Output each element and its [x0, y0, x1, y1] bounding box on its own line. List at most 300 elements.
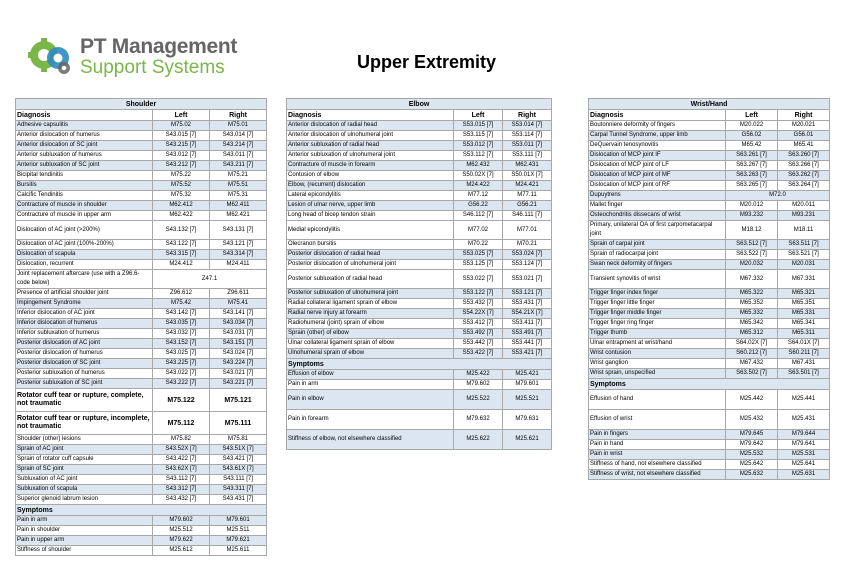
diagnosis-cell: Dislocation, recurrent: [16, 260, 153, 270]
table-row: [287, 329, 552, 339]
diagnosis-cell: Mallet finger: [589, 201, 726, 211]
right-code-cell: Z96.611: [210, 289, 267, 299]
symptom-cell: Pain in hand: [589, 440, 726, 450]
right-code-cell: S43.51X [7]: [210, 445, 267, 455]
table-row: [287, 171, 552, 181]
right-code-cell: M93.231: [778, 211, 830, 221]
diagnosis-cell: Dupuytrens: [589, 191, 726, 201]
symptom-cell: Stiffness of elbow, not elsewhere classified: [287, 430, 454, 450]
right-code-cell: M25.421: [503, 370, 552, 380]
diagnosis-cell: Lateral epicondylitis: [287, 191, 454, 201]
right-code-cell: S53.124 [7]: [503, 260, 552, 270]
diagnosis-cell: Posterior dislocation of radial head: [287, 250, 454, 260]
diagnosis-cell: Wrist ganglion: [589, 359, 726, 369]
diagnosis-cell: Presence of artificial shoulder joint: [16, 289, 153, 299]
right-code-cell: S43.034 [7]: [210, 319, 267, 329]
table-row: [287, 131, 552, 141]
table-row: [16, 485, 267, 495]
left-code-cell: S43.112 [7]: [153, 475, 210, 485]
left-code-cell: M25.442: [726, 390, 778, 410]
right-code-cell: M75.31: [210, 191, 267, 201]
left-code-cell: S54.22X [7]: [454, 309, 503, 319]
right-code-cell: M25.531: [778, 450, 830, 460]
right-code-cell: S53.411 [7]: [503, 319, 552, 329]
col-diagnosis: Diagnosis: [16, 110, 153, 121]
left-code-cell: M18.12: [726, 221, 778, 240]
symptoms-label: Symptoms: [16, 505, 267, 516]
left-code-cell: S43.432 [7]: [153, 495, 210, 505]
table-row: [589, 181, 830, 191]
symptom-row: [16, 536, 267, 546]
left-code-cell: M79.642: [726, 440, 778, 450]
table-row: [16, 201, 267, 211]
diagnosis-cell: Radial nerve injury at forearm: [287, 309, 454, 319]
table-row: [16, 475, 267, 485]
left-code-cell: S60.212 [7]: [726, 349, 778, 359]
right-code-cell: S43.151 [7]: [210, 339, 267, 349]
diagnosis-cell: Dislocation of scapula: [16, 250, 153, 260]
right-code-cell: M79.631: [503, 410, 552, 430]
symptom-row: [287, 410, 552, 430]
symptom-row: [589, 450, 830, 460]
right-code-cell: M65.341: [778, 319, 830, 329]
diagnosis-cell: Radiohumeral (joint) sprain of elbow: [287, 319, 454, 329]
diagnosis-cell: Osteochondritis dissecans of wrist: [589, 211, 726, 221]
left-code-cell: S53.012 [7]: [454, 141, 503, 151]
left-code-cell: M75.122: [153, 389, 210, 412]
right-code-cell: M65.321: [778, 289, 830, 299]
diagnosis-cell: Anterior dislocation of humerus: [16, 131, 153, 141]
table-row: [16, 435, 267, 445]
table-row: [16, 151, 267, 161]
right-code-cell: M75.21: [210, 171, 267, 181]
right-code-cell: S43.111 [7]: [210, 475, 267, 485]
diagnosis-cell: Anterior subluxation of humerus: [16, 151, 153, 161]
table-row: [16, 455, 267, 465]
col-right: Right: [503, 110, 552, 121]
page-title: Upper Extremity: [357, 52, 497, 72]
elbow-title-row: [287, 99, 552, 110]
right-code-cell: S53.011 [7]: [503, 141, 552, 151]
table-row: [287, 211, 552, 221]
elbow-table: [286, 98, 552, 450]
table-row: [287, 309, 552, 319]
right-code-cell: M75.121: [210, 389, 267, 412]
table-row: [16, 171, 267, 181]
right-code-cell: M67.331: [778, 270, 830, 289]
diagnosis-cell: Posterior subluxation of humerus: [16, 369, 153, 379]
right-code-cell: M62.431: [503, 161, 552, 171]
right-code-cell: S53.014 [7]: [503, 121, 552, 131]
right-code-cell: M75.41: [210, 299, 267, 309]
symptom-cell: Pain in forearm: [287, 410, 454, 430]
table-row: [287, 260, 552, 270]
left-code-cell: M79.602: [454, 380, 503, 390]
table-row: [16, 359, 267, 369]
left-code-cell: M75.42: [153, 299, 210, 309]
symptom-cell: Stiffness of shoulder: [16, 546, 153, 556]
left-code-cell: S43.132 [7]: [153, 221, 210, 240]
left-code-cell: M93.232: [726, 211, 778, 221]
symptom-row: [16, 546, 267, 556]
diagnosis-cell: Sprain (other) of elbow: [287, 329, 454, 339]
symptom-cell: Pain in upper arm: [16, 536, 153, 546]
diagnosis-cell: Posterior dislocation of humerus: [16, 349, 153, 359]
right-code-cell: S43.031 [7]: [210, 329, 267, 339]
table-row: [287, 121, 552, 131]
right-code-cell: M79.644: [778, 430, 830, 440]
symptom-cell: Effusion of wrist: [589, 410, 726, 430]
right-code-cell: G56.21: [503, 201, 552, 211]
left-code-cell: S53.022 [7]: [454, 270, 503, 289]
symptom-cell: Pain in wrist: [589, 450, 726, 460]
diagnosis-cell: Wrist contusion: [589, 349, 726, 359]
diagnosis-cell: Olecranon bursitis: [287, 240, 454, 250]
right-code-cell: M70.21: [503, 240, 552, 250]
right-code-cell: S43.214 [7]: [210, 141, 267, 151]
table-row: [16, 250, 267, 260]
right-code-cell: S63.266 [7]: [778, 161, 830, 171]
left-code-cell: S63.512 [7]: [726, 240, 778, 250]
left-code-cell: S46.112 [7]: [454, 211, 503, 221]
symptom-cell: Pain in elbow: [287, 390, 454, 410]
diagnosis-cell: Bursitis: [16, 181, 153, 191]
right-code-cell: M25.611: [210, 546, 267, 556]
left-code-cell: S63.261 [7]: [726, 151, 778, 161]
right-code-cell: S63.511 [7]: [778, 240, 830, 250]
right-code-cell: M25.431: [778, 410, 830, 430]
table-row: [287, 289, 552, 299]
diagnosis-cell: Anterior subluxation of radial head: [287, 141, 454, 151]
col-left: Left: [726, 110, 778, 121]
table-row: [589, 250, 830, 260]
right-code-cell: S53.431 [7]: [503, 299, 552, 309]
symptom-row: [287, 430, 552, 450]
right-code-cell: S63.260 [7]: [778, 151, 830, 161]
table-row: [589, 319, 830, 329]
right-code-cell: S43.024 [7]: [210, 349, 267, 359]
left-code-cell: M65.42: [726, 141, 778, 151]
right-code-cell: M65.41: [778, 141, 830, 151]
diagnosis-cell: Long head of bicep tendon strain: [287, 211, 454, 221]
diagnosis-cell: Sprain of radiocarpal joint: [589, 250, 726, 260]
left-code-cell: S43.022 [7]: [153, 369, 210, 379]
left-code-cell: M79.602: [153, 516, 210, 526]
right-code-cell: S60.211 [7]: [778, 349, 830, 359]
left-code-cell: S63.267 [7]: [726, 161, 778, 171]
left-code-cell: S53.125 [7]: [454, 260, 503, 270]
symptom-row: [287, 380, 552, 390]
left-code-cell: S43.312 [7]: [153, 485, 210, 495]
left-code-cell: S63.265 [7]: [726, 181, 778, 191]
symptom-row: [589, 470, 830, 480]
col-diagnosis: Diagnosis: [287, 110, 454, 121]
right-code-cell: S43.311 [7]: [210, 485, 267, 495]
right-code-cell: S43.221 [7]: [210, 379, 267, 389]
logo-line-1: PT Management: [80, 35, 238, 58]
left-code-cell: G56.02: [726, 131, 778, 141]
left-code-cell: M25.432: [726, 410, 778, 430]
right-code-cell: S43.014 [7]: [210, 131, 267, 141]
left-code-cell: S53.412 [7]: [454, 319, 503, 329]
wrist-title-row: [589, 99, 830, 110]
table-row: [16, 445, 267, 455]
diagnosis-cell: Wrist sprain, unspecified: [589, 369, 726, 379]
table-row: [589, 349, 830, 359]
diagnosis-cell: Sprain of rotator cuff capsule: [16, 455, 153, 465]
left-code-cell: S63.502 [7]: [726, 369, 778, 379]
table-row: [287, 161, 552, 171]
table-row: [287, 141, 552, 151]
table-row: [16, 121, 267, 131]
col-right: Right: [778, 110, 830, 121]
right-code-cell: S43.61X [7]: [210, 465, 267, 475]
symptom-cell: Pain in arm: [16, 516, 153, 526]
right-code-cell: M25.521: [503, 390, 552, 410]
symptom-cell: Pain in fingers: [589, 430, 726, 440]
diagnosis-cell: Rotator cuff tear or rupture, complete, not traumatic: [16, 389, 153, 412]
left-code-cell: S53.422 [7]: [454, 349, 503, 359]
left-code-cell: S53.432 [7]: [454, 299, 503, 309]
diagnosis-cell: Contracture of muscle in forearm: [287, 161, 454, 171]
left-code-cell: M67.332: [726, 270, 778, 289]
left-code-cell: M65.332: [726, 309, 778, 319]
right-code-cell: S53.441 [7]: [503, 339, 552, 349]
right-code-cell: M62.421: [210, 211, 267, 221]
diagnosis-cell: Contracture of muscle in upper arm: [16, 211, 153, 221]
diagnosis-cell: Dislocation of MCP joint IF: [589, 151, 726, 161]
diagnosis-cell: Anterior subluxation of SC joint: [16, 161, 153, 171]
diagnosis-cell: Medial epicondylitis: [287, 221, 454, 240]
symptom-cell: Stiffness of wrist, not elsewhere classified: [589, 470, 726, 480]
table-row: [16, 161, 267, 171]
right-code-cell: S63.501 [7]: [778, 369, 830, 379]
diagnosis-cell: Dislocation of AC joint (100%-200%): [16, 240, 153, 250]
symptom-cell: Effusion of elbow: [287, 370, 454, 380]
right-code-cell: S43.431 [7]: [210, 495, 267, 505]
elbow-section-title: Elbow: [287, 99, 552, 110]
left-code-cell: S43.015 [7]: [153, 131, 210, 141]
left-code-cell: M25.522: [454, 390, 503, 410]
diagnosis-cell: Inferior dislocation of humerus: [16, 319, 153, 329]
table-row: [16, 289, 267, 299]
right-code-cell: S43.131 [7]: [210, 221, 267, 240]
diagnosis-cell: Subluxation of scapula: [16, 485, 153, 495]
diagnosis-cell: Primary, unilateral OA of first carpometacarpal joint: [589, 221, 726, 240]
left-code-cell: S43.122 [7]: [153, 240, 210, 250]
right-code-cell: M79.621: [210, 536, 267, 546]
left-code-cell: M75.52: [153, 181, 210, 191]
table-row: [16, 240, 267, 250]
table-row: [16, 319, 267, 329]
diagnosis-cell: Inferior dislocation of AC joint: [16, 309, 153, 319]
table-row: [589, 369, 830, 379]
table-row: [287, 151, 552, 161]
diagnosis-cell: Sprain of AC joint: [16, 445, 153, 455]
left-code-cell: S64.02X [7]: [726, 339, 778, 349]
left-code-cell: S43.032 [7]: [153, 329, 210, 339]
diagnosis-cell: DeQuervain tenosynovitis: [589, 141, 726, 151]
right-code-cell: M65.311: [778, 329, 830, 339]
table-row: [287, 339, 552, 349]
left-code-cell: M75.112: [153, 412, 210, 435]
left-code-cell: S43.52X [7]: [153, 445, 210, 455]
left-code-cell: M62.432: [454, 161, 503, 171]
table-row: [16, 191, 267, 201]
right-code-cell: M77.01: [503, 221, 552, 240]
diagnosis-cell: Posterior subluxation of radial head: [287, 270, 454, 289]
right-code-cell: S50.01X [7]: [503, 171, 552, 181]
left-code-cell: M20.012: [726, 201, 778, 211]
table-row: [589, 151, 830, 161]
left-code-cell: S50.02X [7]: [454, 171, 503, 181]
table-row: [589, 299, 830, 309]
diagnosis-cell: Transient synovitis of wrist: [589, 270, 726, 289]
left-code-cell: M25.622: [454, 430, 503, 450]
right-code-cell: S63.521 [7]: [778, 250, 830, 260]
col-diagnosis: Diagnosis: [589, 110, 726, 121]
left-code-cell: M75.02: [153, 121, 210, 131]
table-row: [16, 299, 267, 309]
symptom-row: [589, 440, 830, 450]
right-code-cell: S43.314 [7]: [210, 250, 267, 260]
symptom-cell: Pain in arm: [287, 380, 454, 390]
diagnosis-cell: Posterior dislocation of AC joint: [16, 339, 153, 349]
left-code-cell: M77.02: [454, 221, 503, 240]
diagnosis-cell: Sprain of carpal joint: [589, 240, 726, 250]
right-code-cell: S53.491 [7]: [503, 329, 552, 339]
right-code-cell: M75.81: [210, 435, 267, 445]
code-cell: Z47.1: [153, 270, 267, 289]
left-code-cell: M65.352: [726, 299, 778, 309]
right-code-cell: S54.21X [7]: [503, 309, 552, 319]
company-logo: [28, 36, 237, 77]
table-row: [16, 495, 267, 505]
table-row: [16, 131, 267, 141]
diagnosis-cell: Ulnar collateral ligament sprain of elbow: [287, 339, 454, 349]
diagnosis-cell: Dislocation of AC joint (>200%): [16, 221, 153, 240]
left-code-cell: M67.432: [726, 359, 778, 369]
left-code-cell: M25.422: [454, 370, 503, 380]
table-row: [16, 260, 267, 270]
diagnosis-cell: Adhesive capsulitis: [16, 121, 153, 131]
diagnosis-cell: Superior glenoid labrum lesion: [16, 495, 153, 505]
left-code-cell: M24.412: [153, 260, 210, 270]
table-row: [589, 329, 830, 339]
table-row: [16, 141, 267, 151]
diagnosis-cell: Anterior subluxation of ulnohumeral joint: [287, 151, 454, 161]
diagnosis-cell: Dislocation of MCP joint of RF: [589, 181, 726, 191]
left-code-cell: S53.015 [7]: [454, 121, 503, 131]
symptom-row: [589, 410, 830, 430]
left-code-cell: M70.22: [454, 240, 503, 250]
left-code-cell: M25.532: [726, 450, 778, 460]
gear-logo-icon: [28, 38, 74, 76]
left-code-cell: M77.12: [454, 191, 503, 201]
table-row: [287, 221, 552, 240]
diagnosis-cell: Posterior dislocation of SC joint: [16, 359, 153, 369]
right-code-cell: M20.021: [778, 121, 830, 131]
diagnosis-cell: Elbow, (recurrent) dislocation: [287, 181, 454, 191]
diagnosis-cell: Ulnar entrapment at wrist/hand: [589, 339, 726, 349]
diagnosis-cell: Trigger finger index finger: [589, 289, 726, 299]
right-code-cell: S43.121 [7]: [210, 240, 267, 250]
elbow-symptoms-header: [287, 359, 552, 370]
right-code-cell: M75.51: [210, 181, 267, 191]
table-row: [589, 221, 830, 240]
left-code-cell: M75.22: [153, 171, 210, 181]
left-code-cell: G56.22: [454, 201, 503, 211]
table-row: [16, 369, 267, 379]
right-code-cell: S43.021 [7]: [210, 369, 267, 379]
left-code-cell: S43.315 [7]: [153, 250, 210, 260]
right-code-cell: S43.421 [7]: [210, 455, 267, 465]
table-row: [589, 201, 830, 211]
table-row: [589, 339, 830, 349]
right-code-cell: M79.601: [503, 380, 552, 390]
diagnosis-cell: Inferior subluxation of humerus: [16, 329, 153, 339]
symptom-cell: Pain in shoulder: [16, 526, 153, 536]
diagnosis-cell: Impingement Syndrome: [16, 299, 153, 309]
diagnosis-cell: Lesion of ulnar nerve, upper limb: [287, 201, 454, 211]
symptom-row: [287, 370, 552, 380]
right-code-cell: S53.111 [7]: [503, 151, 552, 161]
right-code-cell: M24.421: [503, 181, 552, 191]
table-row: [16, 379, 267, 389]
left-code-cell: S53.442 [7]: [454, 339, 503, 349]
left-code-cell: S43.225 [7]: [153, 359, 210, 369]
table-row: [287, 240, 552, 250]
left-code-cell: M65.322: [726, 289, 778, 299]
left-code-cell: S43.222 [7]: [153, 379, 210, 389]
left-code-cell: S43.62X [7]: [153, 465, 210, 475]
right-code-cell: M65.351: [778, 299, 830, 309]
diagnosis-cell: Rotator cuff tear or rupture, incomplete, not traumatic: [16, 412, 153, 435]
logo-line-2: Support Systems: [80, 57, 225, 78]
table-row: [589, 211, 830, 221]
table-row: [16, 465, 267, 475]
right-code-cell: S63.262 [7]: [778, 171, 830, 181]
symptom-row: [287, 390, 552, 410]
right-code-cell: M25.441: [778, 390, 830, 410]
diagnosis-cell: Bicipital tendinitis: [16, 171, 153, 181]
diagnosis-cell: Radial collateral ligament sprain of elbow: [287, 299, 454, 309]
right-code-cell: S53.021 [7]: [503, 270, 552, 289]
table-row: [589, 141, 830, 151]
left-code-cell: M20.032: [726, 260, 778, 270]
left-code-cell: M79.645: [726, 430, 778, 440]
left-code-cell: M65.312: [726, 329, 778, 339]
table-row: [287, 349, 552, 359]
diagnosis-cell: Calcific Tendinitis: [16, 191, 153, 201]
diagnosis-cell: Posterior subluxation of SC joint: [16, 379, 153, 389]
left-code-cell: S53.025 [7]: [454, 250, 503, 260]
wrist-symptoms-header: [589, 379, 830, 390]
right-code-cell: M67.431: [778, 359, 830, 369]
right-code-cell: S53.114 [7]: [503, 131, 552, 141]
diagnosis-cell: Anterior dislocation of SC joint: [16, 141, 153, 151]
left-code-cell: S63.263 [7]: [726, 171, 778, 181]
table-row: [16, 270, 267, 289]
shoulder-title-row: [16, 99, 267, 110]
left-code-cell: M79.622: [153, 536, 210, 546]
table-row: [16, 221, 267, 240]
left-code-cell: M20.022: [726, 121, 778, 131]
col-left: Left: [153, 110, 210, 121]
symptom-row: [589, 390, 830, 410]
diagnosis-cell: Posterior subluxation of ulnohumeral joint: [287, 289, 454, 299]
left-code-cell: S43.035 [7]: [153, 319, 210, 329]
